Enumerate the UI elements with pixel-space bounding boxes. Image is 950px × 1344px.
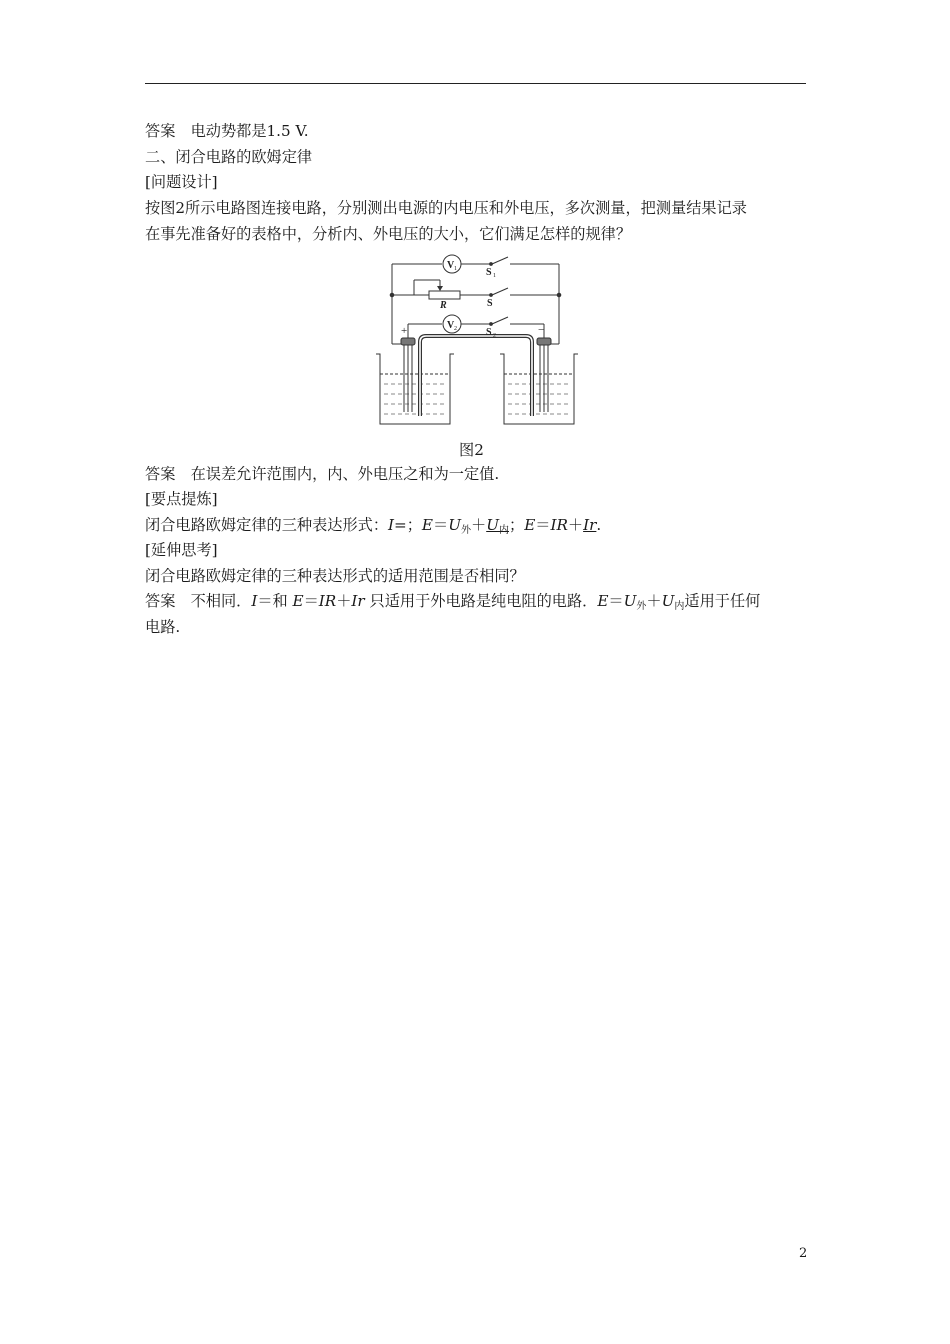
answer-applicability-1: 答案 不相同．I＝和 E＝IR＋Ir 只适用于外电路是纯电阻的电路．$E=U_外+U_内$适用于任何 [145, 592, 761, 612]
svg-text:2: 2 [493, 333, 496, 339]
r-label: R [440, 300, 447, 311]
negative-terminal-icon [537, 338, 551, 345]
circuit-figure [370, 254, 590, 430]
extended-question: 闭合电路欧姆定律的三种表达形式的适用范围是否相同？ [145, 567, 525, 585]
extended-thinking-label: [延伸思考] [145, 541, 218, 559]
v2-label: V [447, 320, 455, 331]
svg-text:2: 2 [454, 326, 457, 332]
question-line-2: 在事先准备好的表格中，分析内、外电压的大小，它们满足怎样的规律？ [145, 225, 631, 243]
answer-applicability-2: 电路. [145, 618, 181, 636]
s1-label: S [486, 267, 492, 278]
section-heading: 二、闭合电路的欧姆定律 [145, 148, 313, 166]
question-line-1: 按图2所示电路图连接电路，分别测出电源的内电压和外电压，多次测量，把测量结果记录 [145, 199, 747, 217]
s2-label: S [486, 327, 492, 338]
answer-voltage-sum: 答案 在误差允许范围内，内、外电压之和为一定值. [145, 465, 500, 483]
svg-text:1: 1 [493, 273, 496, 279]
v1-label: V [447, 260, 455, 271]
switch-s2-icon [492, 317, 508, 324]
key-points-label: [要点提炼] [145, 490, 218, 508]
ohm-law-forms: 闭合电路欧姆定律的三种表达形式：I=；$E=U_外+U_内$；E＝IR＋Ir. [145, 516, 602, 536]
plus-label: + [401, 325, 408, 337]
rheostat-r-icon [429, 291, 460, 299]
switch-s-icon [492, 288, 508, 295]
switch-s1-icon [492, 257, 508, 264]
page-number: 2 [799, 1246, 808, 1261]
svg-text:1: 1 [454, 266, 457, 272]
figure-caption: 图2 [459, 441, 484, 459]
minus-label: − [538, 324, 545, 336]
problem-design-label: [问题设计] [145, 173, 218, 191]
positive-terminal-icon [401, 338, 415, 345]
answer-emf: 答案 电动势都是1.5 V. [145, 122, 309, 140]
header-rule [145, 83, 806, 84]
s-label: S [487, 298, 493, 309]
